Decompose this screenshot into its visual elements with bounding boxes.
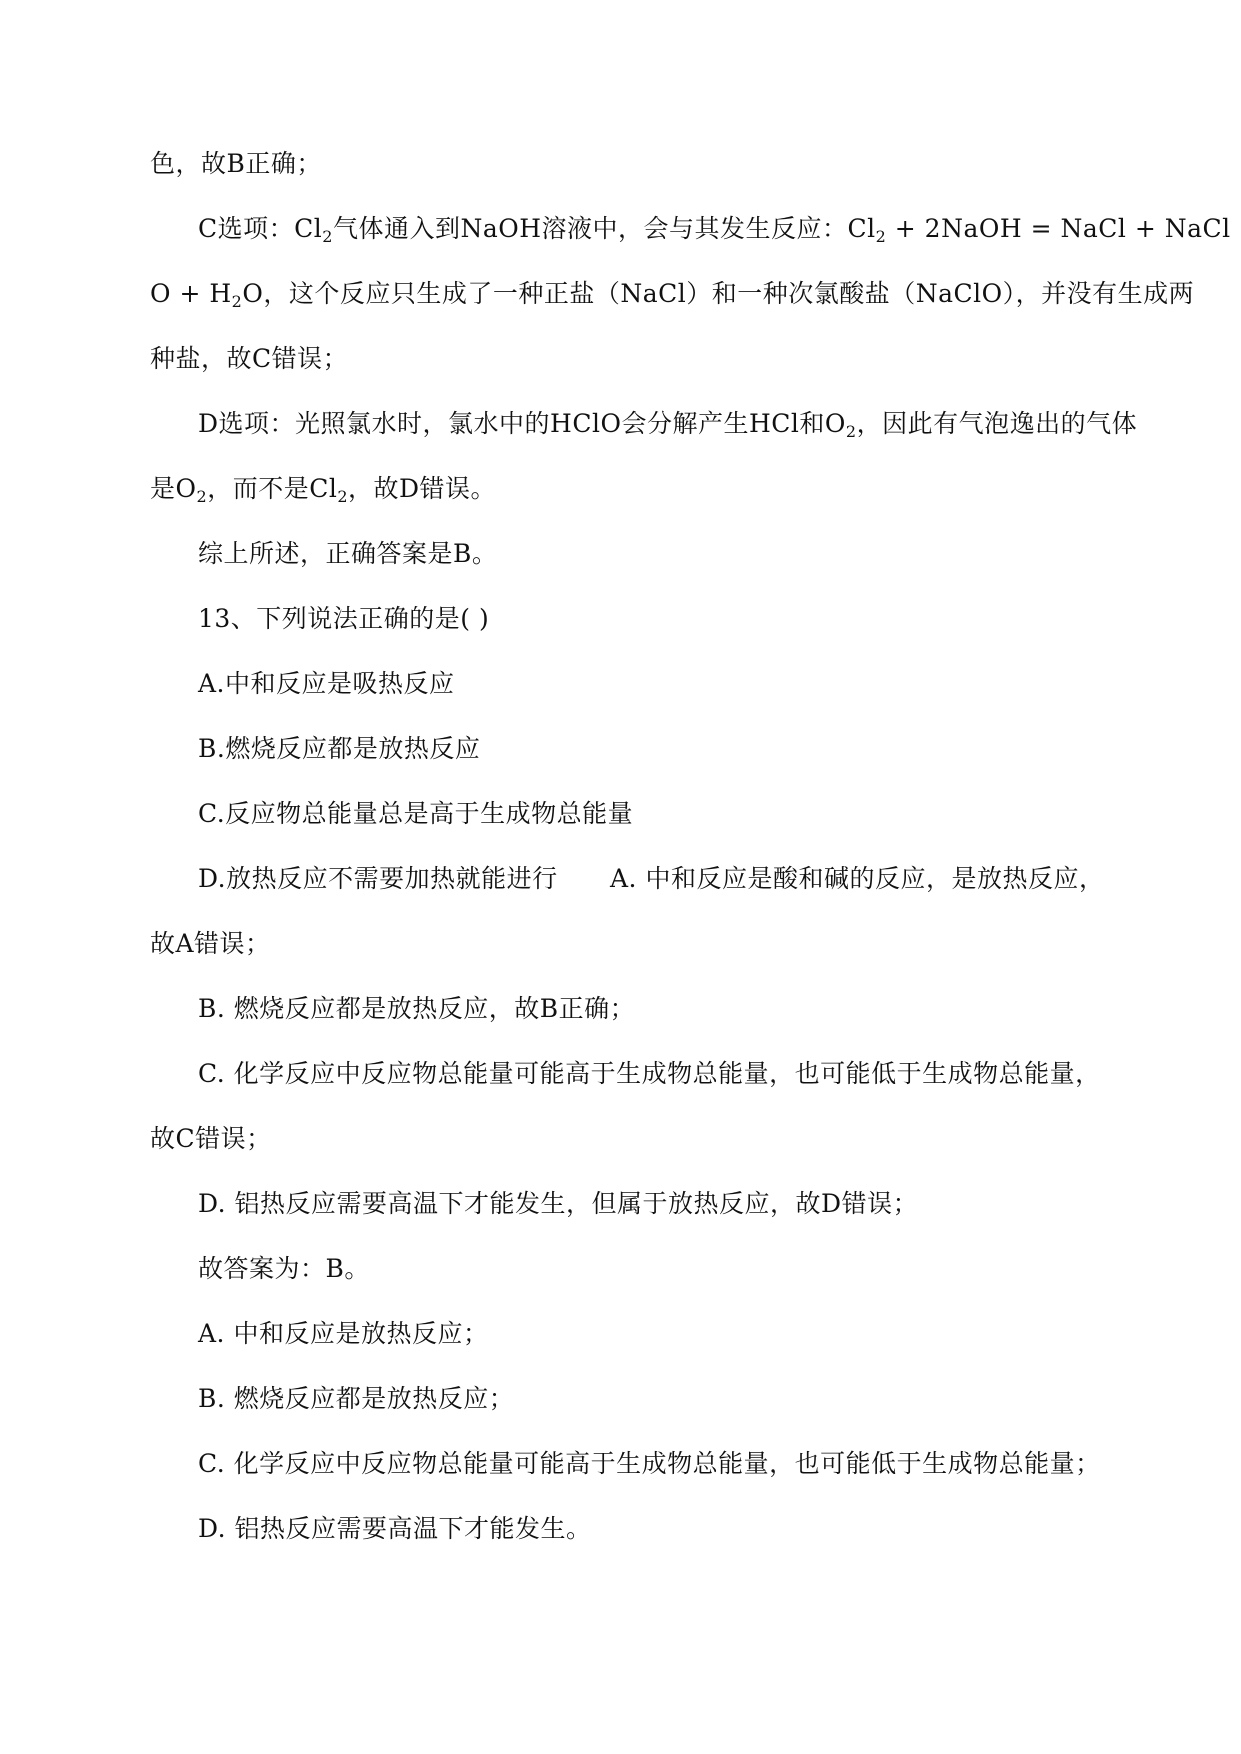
subscript: 2 [196, 487, 208, 506]
subscript: 2 [231, 292, 243, 311]
text-line-option-c [198, 213, 1231, 245]
subscript: 2 [322, 227, 333, 246]
explanation-c: C. 化学反应中反应物总能量可能高于生成物总能量，也可能低于生成物总能量， [198, 1059, 1101, 1088]
summary-c: C. 化学反应中反应物总能量可能高于生成物总能量，也可能低于生成物总能量； [198, 1449, 1101, 1478]
question-13-title: 13、下列说法正确的是( ) [198, 604, 490, 633]
answer-line: 故答案为：B。 [198, 1254, 370, 1283]
text-span: ，故D错误。 [348, 474, 497, 503]
question-option-b: B.燃烧反应都是放热反应 [198, 734, 481, 763]
explanation-d: D. 铝热反应需要高温下才能发生，但属于放热反应，故D错误； [198, 1189, 919, 1218]
text-line: 色，故B正确； [150, 149, 322, 178]
text-span: + 2NaOH = NaCl + NaCl [886, 214, 1231, 243]
summary-b: B. 燃烧反应都是放热反应； [198, 1384, 515, 1413]
text-span: 气体通入到NaOH溶液中，会与其发生反应：Cl [332, 214, 876, 243]
text-line: 故A错误； [150, 929, 271, 958]
text-line-option-d [198, 408, 1137, 440]
text-span: D选项：光照氯水时，氯水中的HClO会分解产生HCl和O [198, 409, 846, 438]
text-span: ，因此有气泡逸出的气体 [856, 409, 1138, 438]
explanation-a: A. 中和反应是酸和碱的反应，是放热反应， [610, 864, 1105, 893]
question-option-d: D.放热反应不需要加热就能进行 [198, 864, 558, 893]
text-span: O，这个反应只生成了一种正盐（NaCl）和一种次氯酸盐（NaClO），并没有生成两 [242, 279, 1195, 308]
text-span: ，而不是Cl [207, 474, 338, 503]
text-line [150, 278, 1194, 310]
subscript: 2 [845, 422, 857, 441]
text-line: 种盐，故C错误； [150, 344, 349, 373]
text-span: O + H [150, 279, 232, 308]
subscript: 2 [875, 227, 887, 246]
explanation-b: B. 燃烧反应都是放热反应，故B正确； [198, 994, 636, 1023]
summary-a: A. 中和反应是放热反应； [198, 1319, 489, 1348]
text-span: 是O [150, 474, 197, 503]
summary-line: 综上所述，正确答案是B。 [198, 539, 498, 568]
summary-d: D. 铝热反应需要高温下才能发生。 [198, 1514, 592, 1543]
text-line [150, 473, 496, 505]
text-line: 故C错误； [150, 1124, 272, 1153]
subscript: 2 [337, 487, 348, 506]
question-option-a: A.中和反应是吸热反应 [198, 669, 455, 698]
text-span: C选项：Cl [198, 214, 323, 243]
question-option-c: C.反应物总能量总是高于生成物总能量 [198, 799, 634, 828]
